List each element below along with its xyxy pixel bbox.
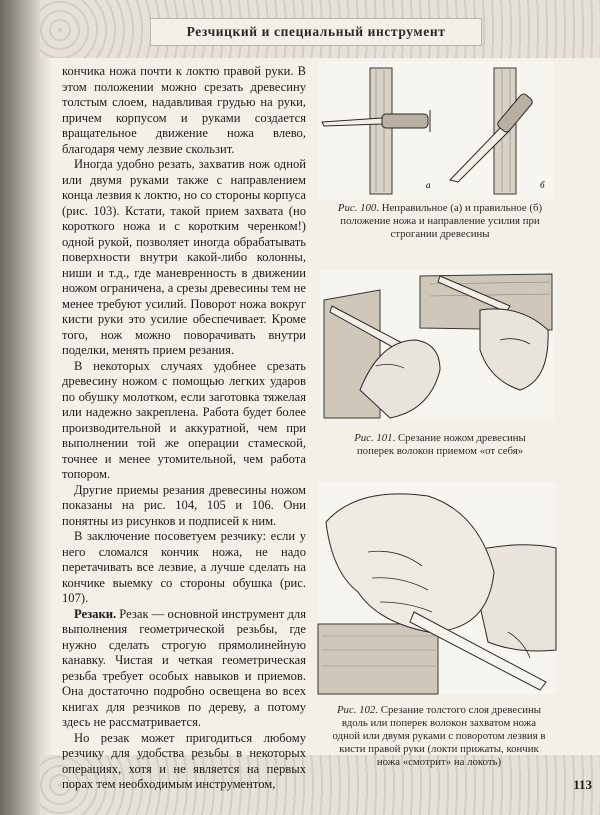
figure-100-number: Рис. 100 xyxy=(337,202,377,214)
figure-101-caption xyxy=(340,432,540,458)
figure-101 xyxy=(320,270,554,420)
figure-102 xyxy=(318,482,556,694)
figure-100 xyxy=(318,62,554,200)
section-body: Резак — основной инструмент для выполнения геометрической резьбы, где нужно сделать строгую прямолинейную канавку. Чистая и четкая геометрическая резьба требует особых навыков и приемов. Она достаточно подробно освещена во всех книгах для резчиков по дереву, а потому здесь не рассматривается. xyxy=(62,606,306,729)
paragraph: Иногда удобно резать, захватив нож одной или двумя руками также с направлением конца лезвия к локтю, но со стороны корпуса (рис. 103). Кстати, такой прием захвата (но короткого ножа и с коротким черенком!) одной рукой, позволяет иногда обрабатывать поверхности внутри какой-либо колонны, ниши и т.д., где маневренность в движении ножом ограничена, а срезы древесины тем не менее требуют усилий. Поворот ножа вокруг кисти руки это усилие обеспечивает. Кроме того, нож можно поворачивать внутри поделки, менять прием резания. xyxy=(62,157,306,357)
figure-100-label-b: б xyxy=(540,180,545,190)
page-number: 113 xyxy=(573,777,592,792)
paragraph-rezaki xyxy=(62,607,306,731)
figure-102-drawing xyxy=(318,482,556,694)
paragraph: Но резак может пригодиться любому резчику для удобства резьбы в некоторых операциях, хотя и не является на первых порах тем необходимым инструментом, xyxy=(62,730,306,791)
figure-100-drawing xyxy=(318,62,554,200)
figure-100-caption xyxy=(330,202,550,241)
figure-102-number: Рис. 102 xyxy=(336,704,376,716)
body-text-column xyxy=(62,64,306,791)
running-head: Резчицкий и специальный инструмент xyxy=(150,18,482,46)
figure-100-label-a: а xyxy=(426,180,431,190)
book-spine-shadow xyxy=(0,0,52,815)
paragraph: В заключение посоветуем резчику: если у него сломался кончик ножа, не надо перетачивать все лезвие, а лучше сделать на кончике выемку со стороны обушка (рис. 107). xyxy=(62,529,306,605)
paragraph: Другие приемы резания древесины ножом показаны на рис. 104, 105 и 106. Они понятны из рисунков и подписей к ним. xyxy=(62,482,306,528)
figure-101-drawing xyxy=(320,270,554,420)
paragraph: кончика ножа почти к локтю правой руки. В этом положении можно срезать древесину толстым слоем, надавливая грудью на руки, причем корпусом и руками создается вращательное движение ножа влево, благодаря чему лезвие скользит. xyxy=(62,64,306,156)
paragraph: В некоторых случаях удобнее срезать древесину ножом с помощью легких ударов по обушку молотком, если заготовка тяжелая или надежно закреплена. Работа будет более производительной и аккуратной, чем при выполнении той же операции стамеской, точнее и менее утомительной, чем работа топором. xyxy=(62,358,306,481)
figure-101-number: Рис. 101 xyxy=(354,432,393,444)
figure-102-caption xyxy=(330,704,548,769)
section-lead: Резаки. xyxy=(74,606,117,621)
figure-101-text: . Срезание ножом древесины поперек волокон приемом «от себя» xyxy=(356,432,526,457)
figure-102-text: . Срезание толстого слоя древесины вдоль или поперек волокон захватом ножа одной или двумя руками с поворотом лезвия в кисти правой руки (локти прижаты, кончик ножа «смотрит» на локоть) xyxy=(332,704,546,768)
figure-100-text: . Неправильное (а) и правильное (б) положение ножа и направление усилия при строгании древесины xyxy=(340,202,543,240)
